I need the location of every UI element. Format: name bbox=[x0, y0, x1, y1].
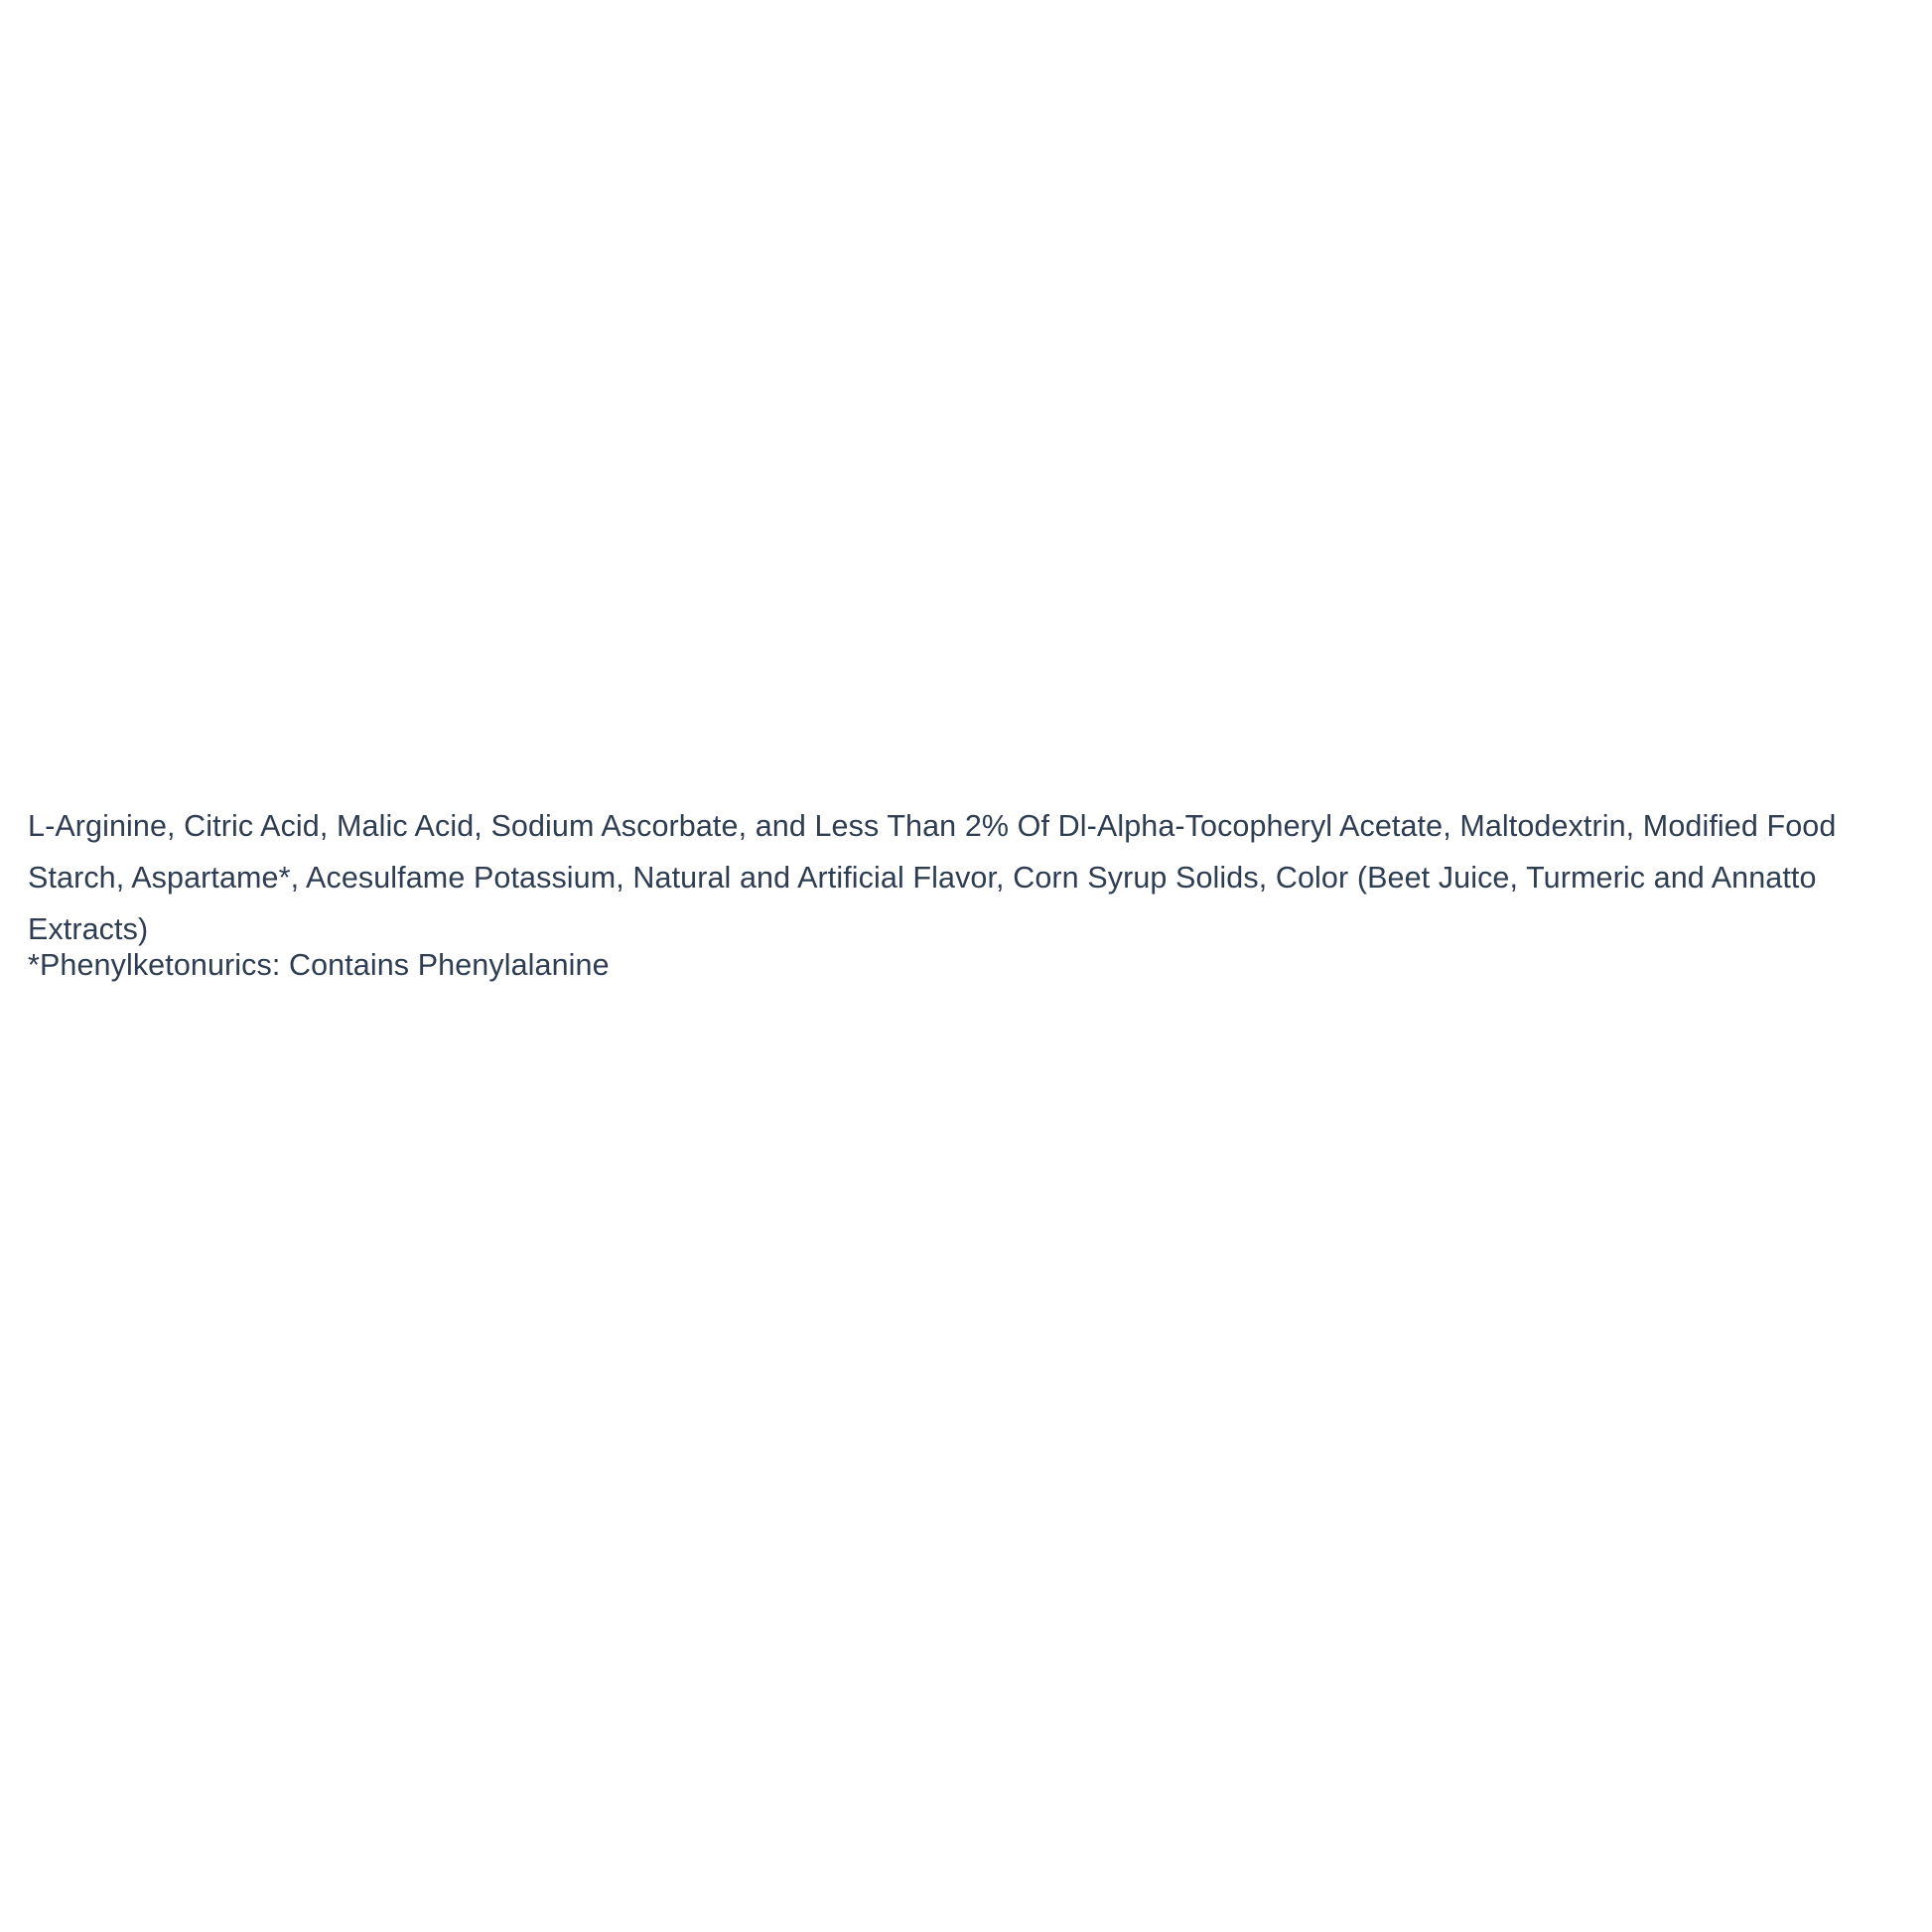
allergen-warning-text: *Phenylketonurics: Contains Phenylalanine bbox=[28, 948, 610, 982]
ingredients-list-text: L-Arginine, Citric Acid, Malic Acid, Sodium Ascorbate, and Less Than 2% Of Dl-Alpha-Tocopheryl Acetate, Maltodextrin, Modified Food Starch, Aspartame*, Acesulfame Potassium, Natural and Artificial Flavor, Corn Syrup Solids, Color (Beet Juice, Turmeric and Annatto Extracts) bbox=[28, 809, 1837, 946]
ingredients-block bbox=[28, 800, 1894, 955]
